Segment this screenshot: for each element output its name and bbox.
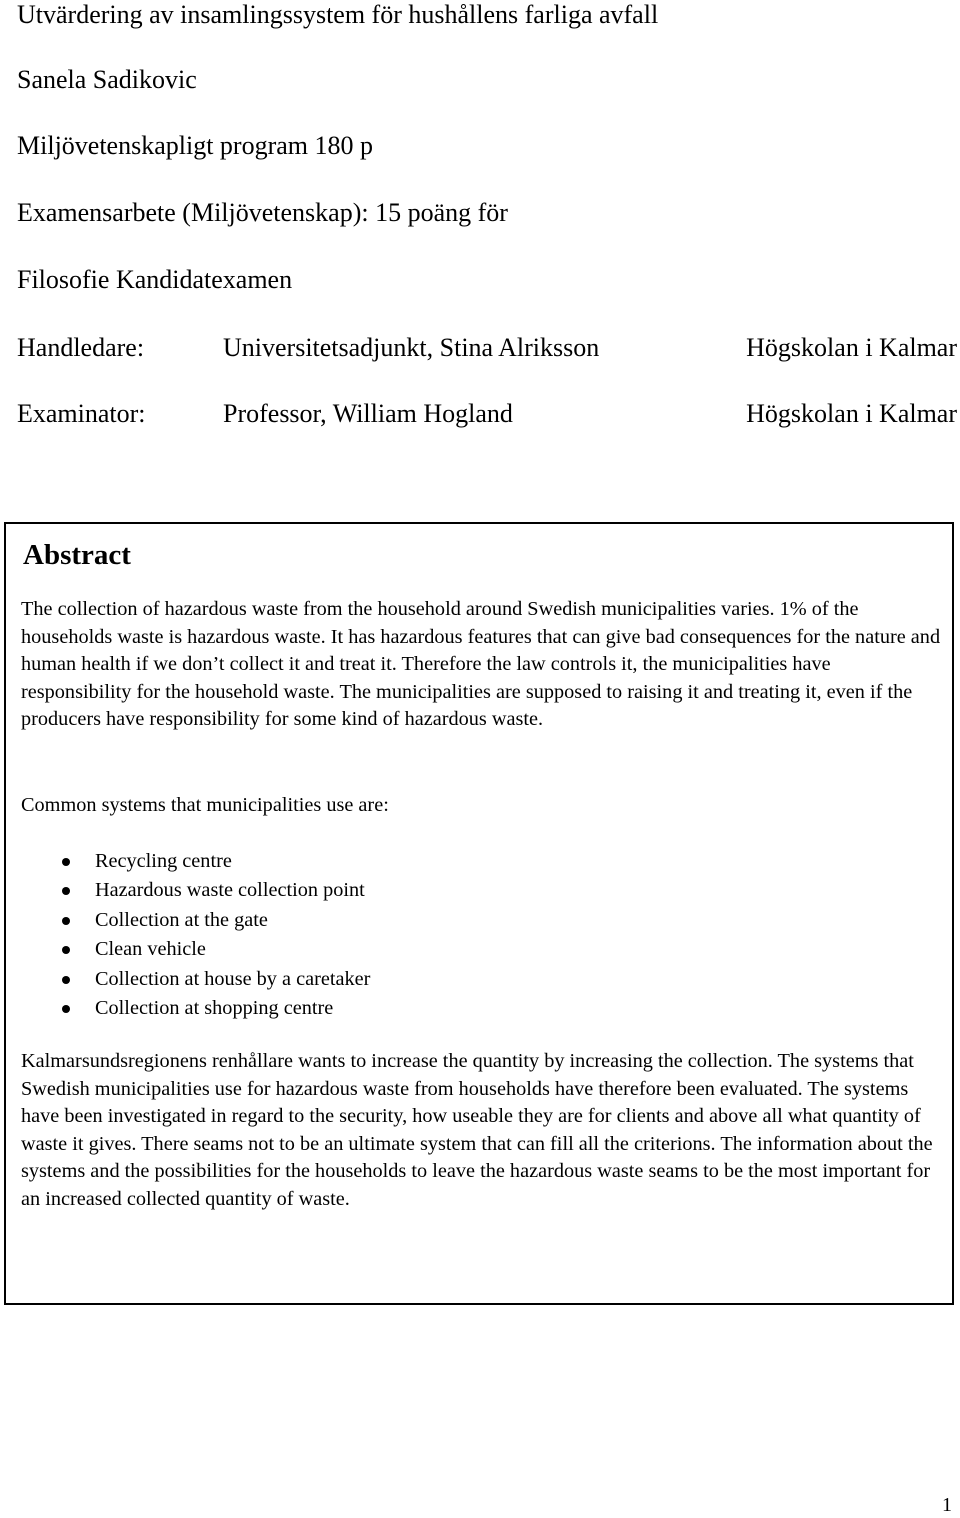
list-item bbox=[6, 847, 926, 876]
abstract-heading: Abstract bbox=[23, 539, 131, 571]
list-item-text: Collection at house by a caretaker bbox=[95, 967, 371, 990]
examiner-organisation: Högskolan i Kalmar bbox=[746, 399, 957, 428]
list-item bbox=[6, 906, 926, 935]
bullet-icon bbox=[62, 976, 70, 984]
list-item bbox=[6, 935, 926, 964]
supervisor-row bbox=[17, 333, 957, 363]
page-number: 1 bbox=[942, 1494, 952, 1516]
list-item-text: Clean vehicle bbox=[95, 938, 206, 961]
supervisor-role: Handledare: bbox=[17, 333, 145, 362]
supervisor-name: Universitetsadjunkt, Stina Alriksson bbox=[223, 333, 600, 362]
bullet-icon bbox=[62, 887, 70, 895]
abstract-box bbox=[4, 522, 954, 1305]
supervisor-organisation: Högskolan i Kalmar bbox=[746, 333, 957, 362]
examiner-role: Examinator: bbox=[17, 399, 146, 428]
abstract-paragraph-3: Kalmarsundsregionens renhållare wants to increase the quantity by increasing the collection. The systems that Swedish municipalities use for hazardous waste from households have therefore been evaluated. The systems have been investigated in regard to the security, how useable they are for clients and above all what quantity of waste it gives. There seams not to be an ultimate system that can fill all the criterions. The information about the systems and the possibilities for the households to leave the hazardous waste seams to be the most important for an increased collected quantity of waste. bbox=[21, 1050, 933, 1210]
list-item bbox=[6, 876, 926, 905]
systems-list bbox=[6, 847, 926, 1023]
list-item-text: Collection at shopping centre bbox=[95, 996, 334, 1019]
examiner-name: Professor, William Hogland bbox=[223, 399, 513, 428]
list-item-text: Hazardous waste collection point bbox=[95, 879, 365, 902]
list-item bbox=[6, 994, 926, 1023]
degree-name: Filosofie Kandidatexamen bbox=[17, 265, 293, 294]
abstract-paragraph-1: The collection of hazardous waste from the household around Swedish municipalities varies. 1% of the households waste is hazardous waste. It has hazardous features that can give bad consequences for the nature and human health if we don’t collect it and treat it. Therefore the law controls it, the municipalities have responsibility for the household waste. The municipalities are supposed to raising it and treating it, even if the producers have responsibility for some kind of hazardous waste. bbox=[21, 598, 941, 731]
list-item bbox=[6, 965, 926, 994]
list-item-text: Collection at the gate bbox=[95, 908, 268, 931]
abstract-paragraph-2: Common systems that municipalities use are: bbox=[21, 794, 389, 816]
author-name: Sanela Sadikovic bbox=[17, 65, 197, 94]
thesis-description: Examensarbete (Miljövetenskap): 15 poäng för bbox=[17, 198, 508, 227]
examiner-row bbox=[17, 399, 957, 429]
document-title: Utvärdering av insamlingssystem för hushållens farliga avfall bbox=[17, 0, 659, 29]
bullet-icon bbox=[62, 917, 70, 925]
bullet-icon bbox=[62, 946, 70, 954]
program-name: Miljövetenskapligt program 180 p bbox=[17, 131, 374, 160]
list-item-text: Recycling centre bbox=[95, 850, 232, 872]
bullet-icon bbox=[62, 1005, 70, 1013]
bullet-icon bbox=[62, 858, 70, 866]
